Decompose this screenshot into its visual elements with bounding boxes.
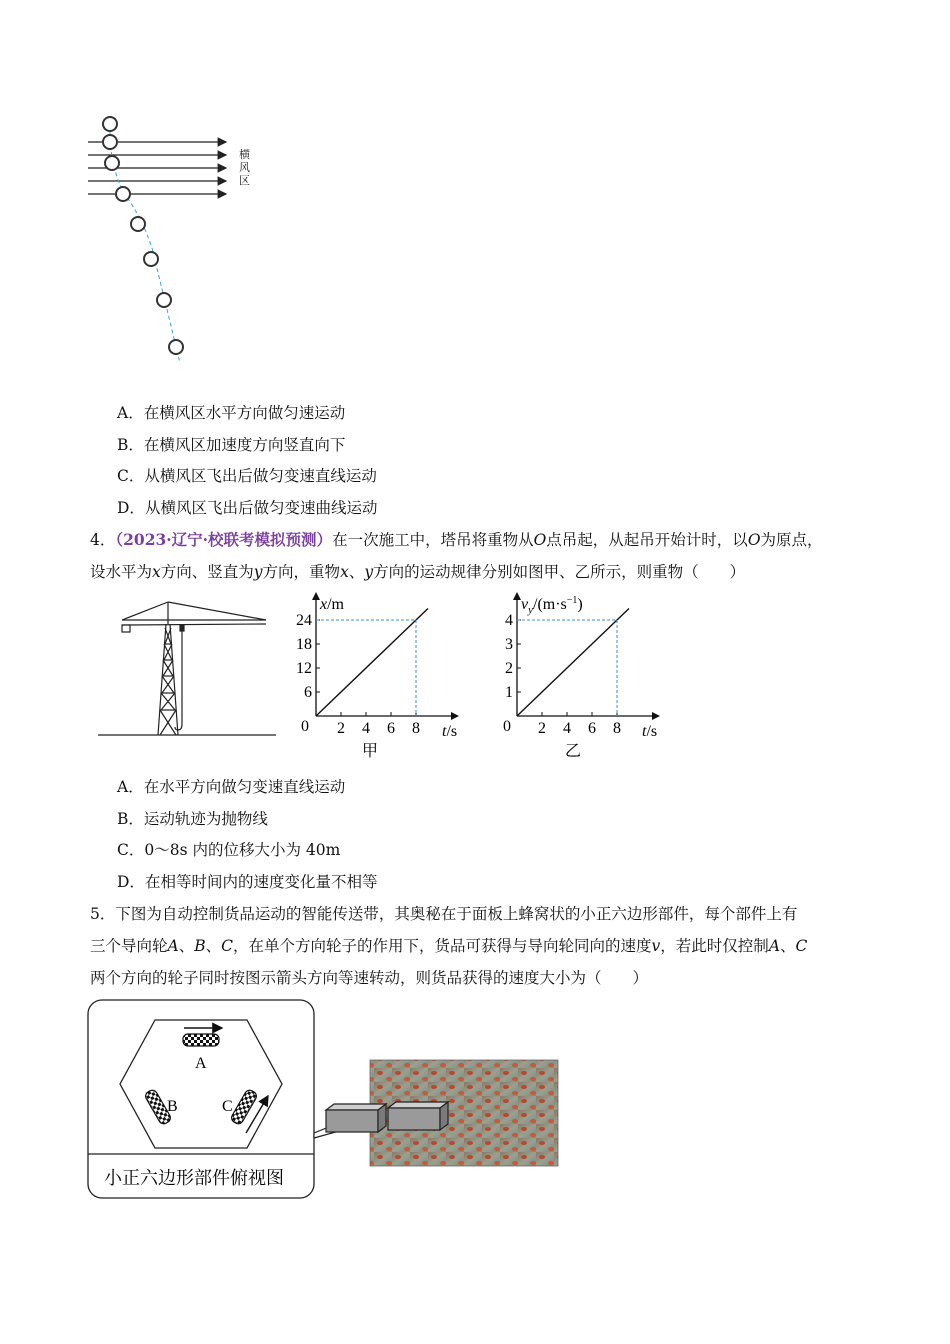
chart-vy-t-x-arrow [652,712,660,720]
crosswind-figure [80,108,270,368]
chart-x-t-plot [296,592,459,737]
chart-x-t-y-tick-label: 24 [296,612,312,629]
q5-stem-line3: 两个方向的轮子同时按图示箭头方向等速转动，则货品获得的速度大小为（ ） [90,969,649,987]
chart-x-t-caption: 甲 [362,743,379,760]
wind-label-2: 风 [239,162,250,174]
chart-x-t [290,592,470,762]
chart-vy-t-x-tick-label: 2 [538,720,546,737]
ball-positions [103,117,183,354]
wind-zone-label [239,147,250,187]
chart-vy-t-xlabel: t/s [642,723,658,740]
q3-option-c[interactable]: C．从横风区飞出后做匀变速直线运动 [117,467,377,485]
chart-vy-t-x-tick-label: 8 [613,720,621,737]
q3-option-d[interactable]: D．从横风区飞出后做匀变速曲线运动 [117,499,378,517]
chart-vy-t-y-arrow [513,592,521,600]
chart-vy-t-origin: 0 [503,718,511,735]
chart-x-t-x-tick-label: 2 [337,720,345,737]
hexagon-conveyor-figure [86,998,566,1203]
chart-x-t-y-tick-label: 12 [296,660,312,677]
chart-x-t-ylabel: x/m [320,596,344,613]
chart-x-t-x-tick-label: 8 [412,720,420,737]
chart-vy-t-ylabel: $v_y/(m\cdot s^{-1})$ [521,595,583,616]
chart-vy-t-y-tick-label: 4 [505,612,513,629]
chart-vy-t-x-tick-label: 4 [563,720,571,737]
svg-text:B: B [167,1098,178,1115]
q5-number: 5． [90,905,116,923]
chart-vy-t-x-tick-label: 6 [588,720,596,737]
q4-option-a[interactable]: A．在水平方向做匀变速直线运动 [117,778,346,796]
trajectory-dashed [110,124,180,363]
figure-caption: 小正六边形部件俯视图 [104,1168,284,1188]
q4-stem-line1: 4．（2023·辽宁·校联考模拟预测）在一次施工中，塔吊将重物从O点吊起，从起吊开始计时，以O为原点， [90,530,823,549]
chart-x-t-x-arrow [451,712,459,720]
chart-x-t-y-tick-label: 18 [296,636,312,653]
tower-crane-figure [96,598,281,740]
chart-x-t-x-tick-label: 4 [362,720,370,737]
chart-x-t-series-line [316,608,428,716]
q3-option-b[interactable]: B．在横风区加速度方向竖直向下 [117,436,346,454]
chart-vy-t-y-tick-label: 1 [505,684,513,701]
q4-number: 4． [90,531,116,549]
chart-x-t-x-tick-label: 6 [387,720,395,737]
wind-label-3: 区 [239,175,250,187]
chart-vy-t [497,592,677,762]
chart-x-t-xlabel: t/s [442,723,458,740]
chart-vy-t-caption: 乙 [565,743,582,760]
q5-stem-line1: 5．下图为自动控制货品运动的智能传送带，其奥秘在于面板上蜂窝状的小正六边形部件，每个部件上有 [90,905,798,923]
chart-vy-t-y-tick-label: 3 [505,636,513,653]
q4-option-b[interactable]: B．运动轨迹为抛物线 [117,810,268,828]
svg-text:C: C [222,1098,233,1115]
chart-x-t-y-arrow [312,592,320,600]
wind-label-1: 横 [239,149,250,161]
chart-vy-t-series-line [517,608,629,716]
svg-text:A: A [195,1055,207,1072]
chart-x-t-origin: 0 [301,718,309,735]
q4-stem-line2: 设水平为x方向、竖直为y方向，重物x、y方向的运动规律分别如图甲、乙所示，则重物（ ） [90,563,746,581]
q4-source-tag: （2023·辽宁·校联考模拟预测） [115,530,333,549]
chart-x-t-y-tick-label: 6 [304,684,312,701]
q3-option-a[interactable]: A．在横风区水平方向做匀速运动 [117,404,346,422]
q4-option-c[interactable]: C．0～8s 内的位移大小为 40m [117,841,341,859]
q4-option-d[interactable]: D．在相等时间内的速度变化量不相等 [117,873,378,891]
chart-vy-t-y-tick-label: 2 [505,660,513,677]
q5-stem-line2: 三个导向轮A、B、C，在单个方向轮子的作用下，货品可获得与导向轮同向的速度v，若此时仅控制A、C [90,937,808,955]
